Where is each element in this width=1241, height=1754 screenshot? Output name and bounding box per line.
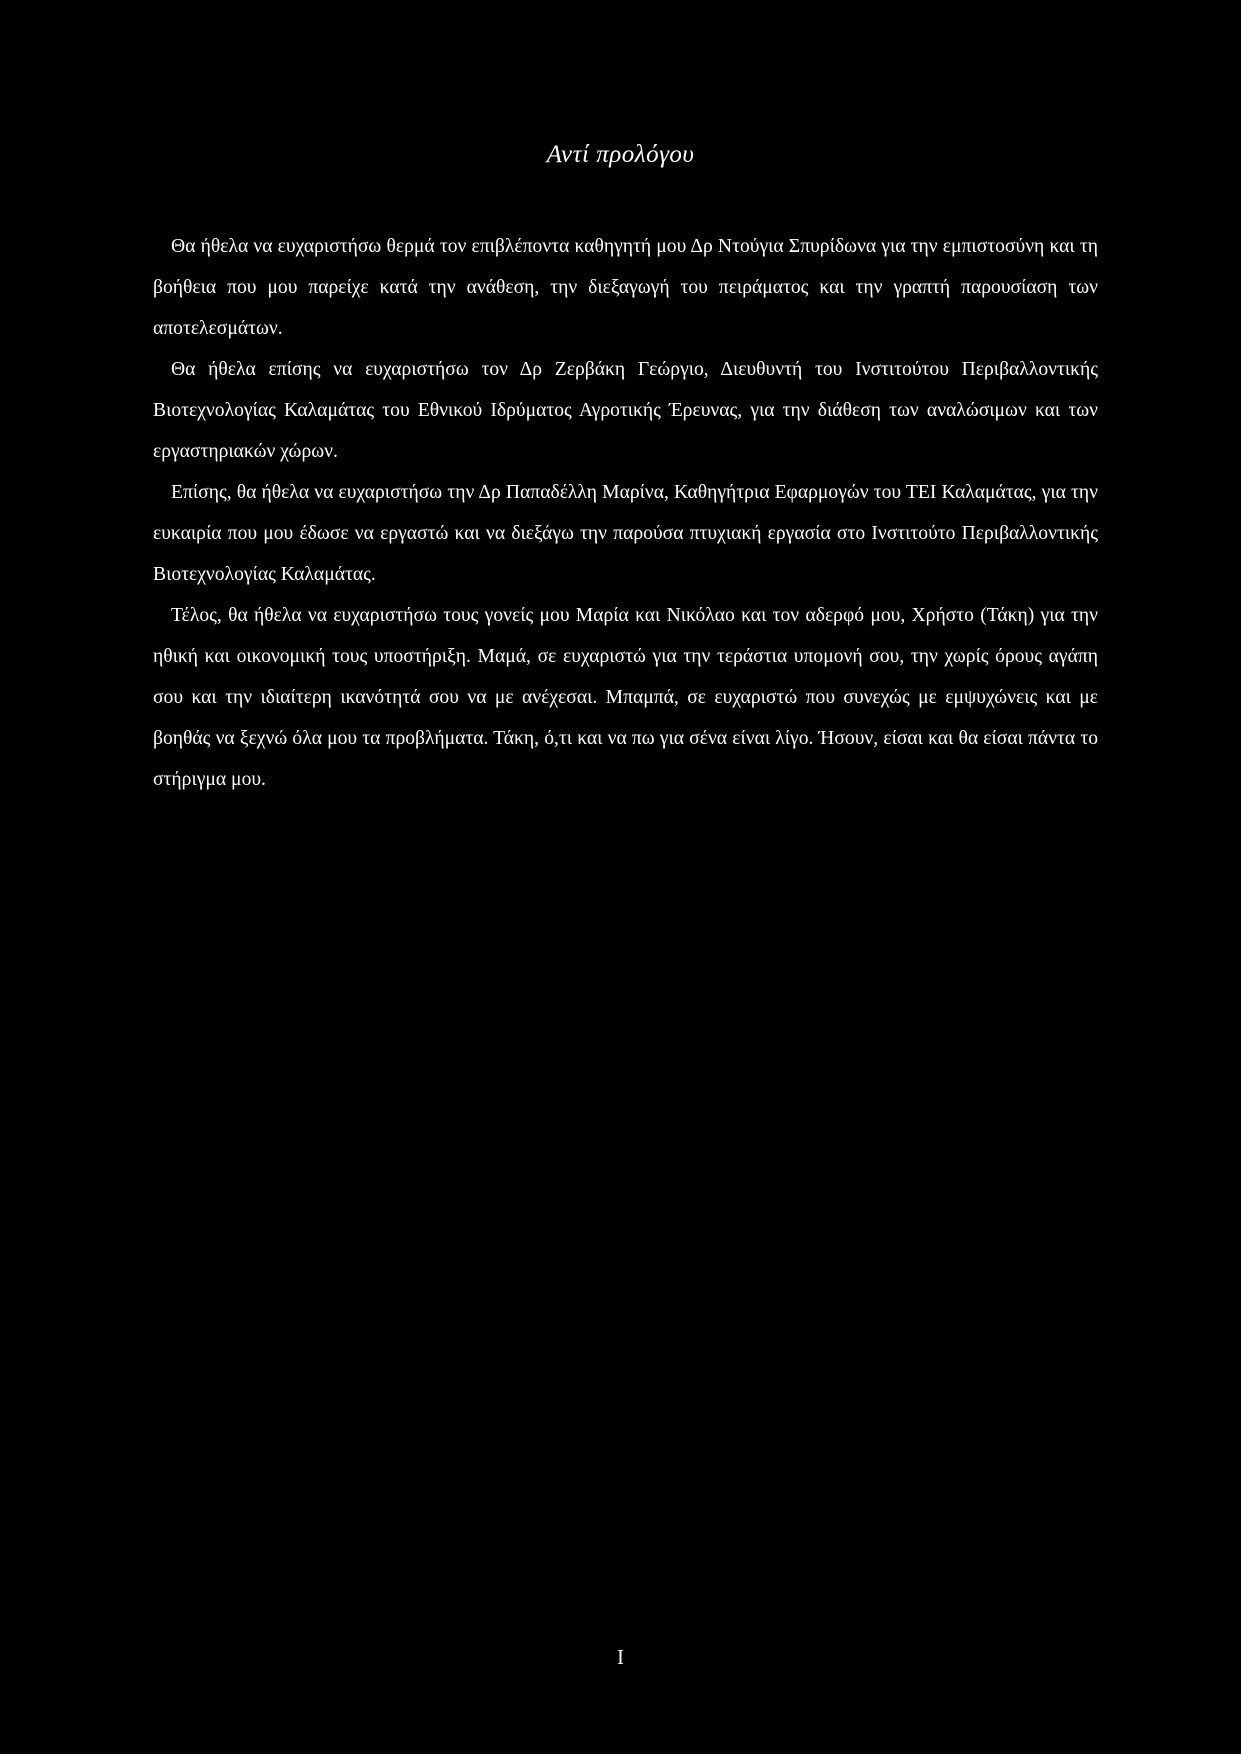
paragraph-institute-director: Θα ήθελα επίσης να ευχαριστήσω τον Δρ Ζερβάκη Γεώργιο, Διευθυντή του Ινστιτούτου Περιβαλλοντικής Βιοτεχνολογίας Καλαμάτας του Εθνικού Ιδρύματος Αγροτικής Έρευνας, για την διάθεση των αναλώσιμων και των εργαστηριακών χώρων. <box>153 359 1098 462</box>
acknowledgements-body <box>153 226 1098 800</box>
page-title: Αντί προλόγου <box>546 141 695 168</box>
paragraph-applications-professor: Επίσης, θα ήθελα να ευχαριστήσω την Δρ Παπαδέλλη Μαρίνα, Καθηγήτρια Εφαρμογών του ΤΕΙ Καλαμάτας, για την ευκαιρία που μου έδωσε να εργαστώ και να διεξάγω την παρούσα πτυχιακή εργασία στο Ινστιτούτο Περιβαλλοντικής Βιοτεχνολογίας Καλαμάτας. <box>153 482 1098 585</box>
page-number: I <box>617 1645 624 1669</box>
paragraph-family: Τέλος, θα ήθελα να ευχαριστήσω τους γονείς μου Μαρία και Νικόλαο και τον αδερφό μου, Χρήστο (Τάκη) για την ηθική και οικονομική τους υποστήριξη. Μαμά, σε ευχαριστώ για την τεράστια υπομονή σου, την χωρίς όρους αγάπη σου και την ιδιαίτερη ικανότητά σου να με ανέχεσαι. Μπαμπά, σε ευχαριστώ που συνεχώς με εμψυχώνεις και με βοηθάς να ξεχνώ όλα μου τα προβλήματα. Τάκη, ό,τι και να πω για σένα είναι λίγο. Ήσουν, είσαι και θα είσαι πάντα το στήριγμα μου. <box>153 605 1098 790</box>
paragraph-supervisor: Θα ήθελα να ευχαριστήσω θερμά τον επιβλέποντα καθηγητή μου Δρ Ντούγια Σπυρίδωνα για την εμπιστοσύνη και τη βοήθεια που μου παρείχε κατά την ανάθεση, την διεξαγωγή του πειράματος και την γραπτή παρουσίαση των αποτελεσμάτων. <box>153 236 1098 339</box>
